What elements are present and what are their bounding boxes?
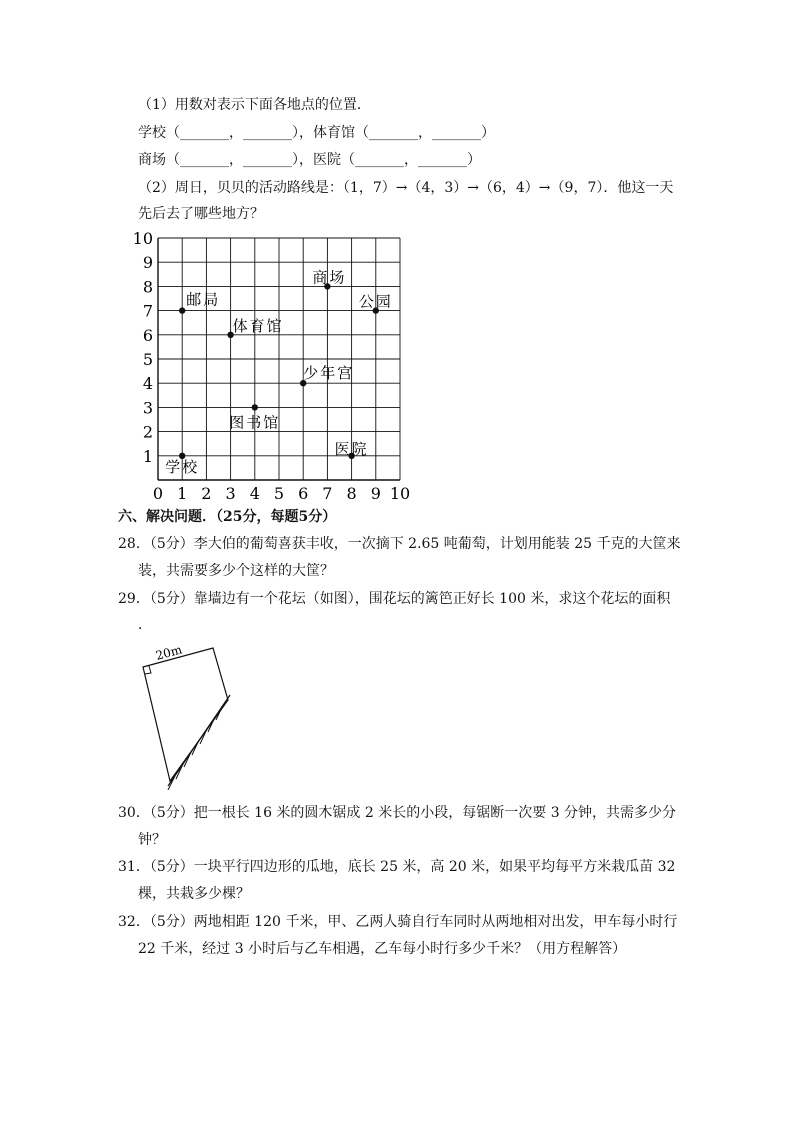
place-point xyxy=(179,307,185,313)
y-tick-label: 4 xyxy=(142,374,153,394)
q1-prompt: （1）用数对表示下面各地点的位置． xyxy=(138,97,371,113)
section-six-heading: 六、解决问题．（25分，每题5分） xyxy=(118,509,337,525)
y-tick-label: 1 xyxy=(142,446,153,466)
q32-line2: 22 千米，经过 3 小时后与乙车相遇，乙车每小时行多少千米？（用方程解答） xyxy=(138,941,627,957)
x-tick-label: 6 xyxy=(298,484,309,503)
x-tick-label: 10 xyxy=(389,484,411,503)
place-label: 商场 xyxy=(312,268,347,287)
side-length-label: 20m xyxy=(154,642,184,663)
q2-route-line: （2）周日，贝贝的活动路线是：（1，7）→（4，3）→（6，4）→（9，7）．他这一天 xyxy=(138,180,674,196)
y-axis-tick-labels xyxy=(133,229,153,466)
place-label: 少年宫 xyxy=(303,364,355,383)
q28-line1: 28．（5分）李大伯的葡萄喜获丰收，一次摘下 2.65 吨葡萄，计划用能装 25 千克的大筐来 xyxy=(118,536,681,552)
x-tick-label: 5 xyxy=(273,484,285,503)
q2-question-line: 先后去了哪些地方？ xyxy=(138,206,264,222)
place-point xyxy=(252,404,258,410)
q1-line-school-gym: 学校（_______，_______），体育馆（_______，_______） xyxy=(138,125,495,141)
place-label: 学校 xyxy=(165,457,200,476)
y-tick-label: 2 xyxy=(142,422,153,442)
coordinate-grid-figure xyxy=(130,228,420,503)
q1-line-mall-hospital: 商场（_______，_______），医院（_______，_______） xyxy=(138,152,481,168)
flower-bed-figure xyxy=(135,640,240,790)
x-tick-label: 1 xyxy=(177,484,188,503)
x-tick-label: 4 xyxy=(249,484,260,503)
q29-line1: 29．（5分）靠墙边有一个花坛（如图），围花坛的篱笆正好长 100 米，求这个花坛的面积 xyxy=(118,591,671,607)
q31-line1: 31．（5分）一块平行四边形的瓜地，底长 25 米，高 20 米，如果平均每平方米栽瓜苗 32 xyxy=(118,859,676,875)
x-tick-label: 0 xyxy=(152,484,164,503)
y-tick-label: 6 xyxy=(142,325,153,345)
x-tick-label: 9 xyxy=(370,484,381,503)
q32-line1: 32．（5分）两地相距 120 千米，甲、乙两人骑自行车同时从两地相对出发，甲车每小时行 xyxy=(118,914,678,930)
q30-line1: 30．（5分）把一根长 16 米的圆木锯成 2 米长的小段，每锯断一次要 3 分钟，共需多少分 xyxy=(118,805,677,821)
x-axis-tick-labels xyxy=(153,484,410,503)
x-tick-label: 2 xyxy=(201,484,212,503)
y-tick-label: 7 xyxy=(142,301,153,321)
place-label: 体育馆 xyxy=(232,316,284,335)
y-tick-label: 5 xyxy=(142,350,153,369)
y-tick-label: 8 xyxy=(142,277,153,297)
place-label: 邮局 xyxy=(186,290,221,309)
right-angle-mark xyxy=(145,666,151,674)
place-label: 公园 xyxy=(358,292,393,311)
x-tick-label: 7 xyxy=(322,484,333,503)
x-tick-label: 3 xyxy=(225,484,236,503)
y-tick-label: 9 xyxy=(142,253,153,273)
y-tick-label: 3 xyxy=(142,398,153,418)
q29-line2: ． xyxy=(138,617,152,633)
place-label: 医院 xyxy=(334,439,369,458)
y-tick-label: 10 xyxy=(132,229,153,248)
q31-line2: 棵，共栽多少棵？ xyxy=(138,886,250,902)
x-tick-label: 8 xyxy=(346,484,357,503)
q28-line2: 装，共需要多少个这样的大筐？ xyxy=(138,563,334,579)
place-label: 图书馆 xyxy=(229,413,281,432)
wall-hatching xyxy=(168,705,223,790)
q30-line2: 钟？ xyxy=(138,832,166,848)
